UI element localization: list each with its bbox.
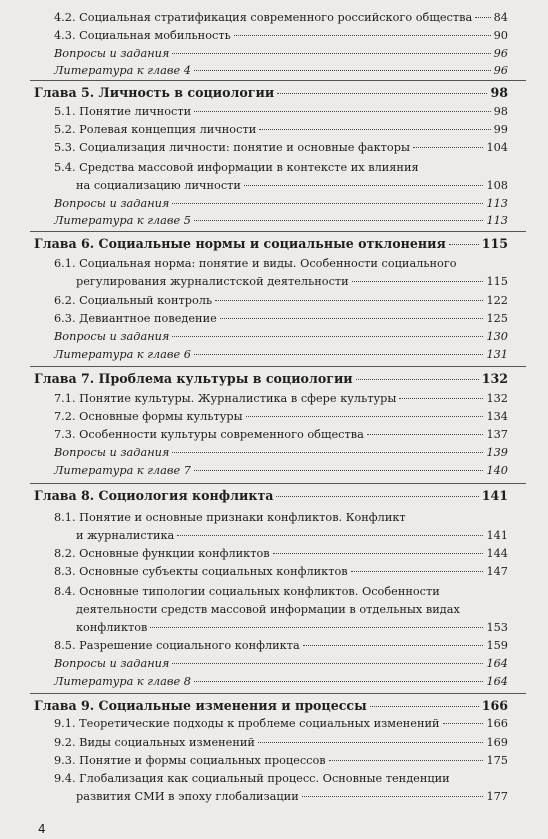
toc-page-number: 137	[486, 428, 508, 441]
dot-leader	[172, 53, 490, 54]
toc-page-number: 175	[486, 754, 508, 767]
toc-page-number: 113	[486, 214, 508, 227]
dot-leader	[302, 796, 484, 797]
toc-entry-title: 7.1. Понятие культуры. Журналистика в сфере культуры	[54, 392, 397, 405]
supplement-entry	[54, 657, 508, 670]
toc-page-number: 132	[481, 371, 508, 386]
toc-page-number: 99	[493, 123, 508, 136]
toc-entry-title: Литература к главе 5	[54, 214, 191, 227]
chapter-entry	[34, 85, 508, 100]
supplement-entry	[54, 464, 508, 477]
dot-leader	[475, 17, 490, 18]
supplement-entry	[54, 330, 508, 343]
supplement-entry	[54, 64, 508, 77]
dot-leader	[194, 470, 484, 471]
toc-entry-title: Вопросы и задания	[54, 446, 170, 459]
toc-page-number: 139	[486, 446, 508, 459]
toc-page-number: 141	[486, 529, 508, 542]
section-entry	[54, 754, 508, 767]
toc-page-number: 115	[486, 275, 508, 288]
section-entry	[54, 123, 508, 136]
section-entry	[54, 428, 508, 441]
section-entry	[76, 275, 508, 288]
dot-leader	[215, 300, 483, 301]
toc-page-number: 144	[486, 547, 508, 560]
toc-entry-title: 4.2. Социальная стратификация современного российского общества	[54, 11, 473, 24]
toc-entry-title: 8.2. Основные функции конфликтов	[54, 547, 270, 560]
toc-entry-title: 4.3. Социальная мобильность	[54, 29, 231, 42]
toc-entry-title: Глава 5. Личность в социологии	[34, 85, 275, 100]
section-entry	[54, 717, 508, 730]
toc-page-number: 113	[486, 197, 508, 210]
supplement-entry	[54, 675, 508, 688]
toc-entry-title: 8.5. Разрешение социального конфликта	[54, 639, 300, 652]
dot-leader	[194, 681, 484, 682]
section-entry	[54, 29, 508, 42]
toc-page-number: 169	[486, 736, 508, 749]
toc-entry-title: 9.1. Теоретические подходы к проблеме социальных изменений	[54, 717, 440, 730]
section-entry	[54, 294, 508, 307]
chapter-divider	[30, 693, 526, 694]
section-entry	[76, 529, 508, 542]
dot-leader	[276, 496, 478, 497]
dot-leader	[329, 760, 484, 761]
toc-page-number: 164	[486, 675, 508, 688]
dot-leader	[449, 244, 479, 245]
toc-entry-title: 5.4. Средства массовой информации в контексте их влияния	[54, 161, 419, 174]
dot-leader	[413, 147, 484, 148]
section-entry	[54, 639, 508, 652]
dot-leader	[399, 398, 483, 399]
chapter-entry	[34, 236, 508, 251]
toc-entry-title: Вопросы и задания	[54, 47, 170, 60]
toc-entry-title: Глава 7. Проблема культуры в социологии	[34, 371, 353, 386]
toc-entry-title: 7.3. Особенности культуры современного общества	[54, 428, 364, 441]
toc-page-number: 98	[490, 85, 508, 100]
toc-entry-title: 6.1. Социальная норма: понятие и виды. Особенности социального	[54, 257, 457, 270]
toc-entry-title: Литература к главе 8	[54, 675, 191, 688]
chapter-entry	[34, 488, 508, 503]
toc-page-number: 153	[486, 621, 508, 634]
toc-entry-title: развития СМИ в эпоху глобализации	[76, 790, 299, 803]
supplement-entry	[54, 197, 508, 210]
dot-leader	[351, 571, 484, 572]
toc-entry-title: и журналистика	[76, 529, 175, 542]
supplement-entry	[54, 214, 508, 227]
toc-entry-title: 9.4. Глобализация как социальный процесс. Основные тенденции	[54, 772, 450, 785]
supplement-entry	[54, 47, 508, 60]
dot-leader	[370, 706, 479, 707]
dot-leader	[303, 645, 484, 646]
chapter-entry	[34, 698, 508, 713]
chapter-entry	[34, 371, 508, 386]
toc-page-number: 164	[486, 657, 508, 670]
dot-leader	[352, 281, 484, 282]
toc-entry-title: 8.3. Основные субъекты социальных конфликтов	[54, 565, 348, 578]
toc-page-number: 131	[486, 348, 508, 361]
dot-leader	[150, 627, 483, 628]
toc-entry-title: 9.2. Виды социальных изменений	[54, 736, 255, 749]
toc-entry-title: конфликтов	[76, 621, 148, 634]
dot-leader	[367, 434, 484, 435]
toc-page-number: 84	[493, 11, 508, 24]
section-entry	[54, 736, 508, 749]
toc-entry-title: Литература к главе 7	[54, 464, 191, 477]
toc-page-number: 122	[486, 294, 508, 307]
toc-entry-title: 8.4. Основные типологии социальных конфликтов. Особенности	[54, 585, 440, 598]
section-entry	[76, 790, 508, 803]
toc-entry-title: Вопросы и задания	[54, 330, 170, 343]
section-entry	[54, 141, 508, 154]
toc-entry-title: 7.2. Основные формы культуры	[54, 410, 243, 423]
toc-entry-title: 6.2. Социальный контроль	[54, 294, 213, 307]
toc-entry-title: 6.3. Девиантное поведение	[54, 312, 217, 325]
section-entry	[54, 565, 508, 578]
toc-page-number: 141	[481, 488, 508, 503]
toc-page-number: 177	[486, 790, 508, 803]
dot-leader	[172, 336, 483, 337]
section-entry	[54, 392, 508, 405]
supplement-entry	[54, 348, 508, 361]
toc-page-number: 115	[481, 236, 508, 251]
toc-page-number: 140	[486, 464, 508, 477]
dot-leader	[194, 354, 484, 355]
toc-entry-title: Литература к главе 6	[54, 348, 191, 361]
section-entry	[54, 105, 508, 118]
dot-leader	[194, 111, 491, 112]
toc-entry-title: 9.3. Понятие и формы социальных процессов	[54, 754, 326, 767]
toc-page-number: 104	[486, 141, 508, 154]
dot-leader	[220, 318, 484, 319]
toc-page-number: 108	[486, 179, 508, 192]
dot-leader	[194, 220, 484, 221]
toc-page-number: 90	[493, 29, 508, 42]
section-entry	[54, 11, 508, 24]
dot-leader	[234, 35, 491, 36]
section-entry	[54, 547, 508, 560]
toc-page-number: 132	[486, 392, 508, 405]
toc-entry-title: Глава 9. Социальные изменения и процессы	[34, 698, 367, 713]
toc-entry-title: Литература к главе 4	[54, 64, 191, 77]
toc-entry-title: 5.3. Социализация личности: понятие и основные факторы	[54, 141, 410, 154]
toc-entry-title: Глава 8. Социология конфликта	[34, 488, 274, 503]
dot-leader	[273, 553, 484, 554]
toc-entry-title: 5.2. Ролевая концепция личности	[54, 123, 257, 136]
toc-entry-title: Вопросы и задания	[54, 197, 170, 210]
toc-page-number: 134	[486, 410, 508, 423]
dot-leader	[259, 129, 490, 130]
toc-page-number: 98	[493, 105, 508, 118]
section-entry	[76, 179, 508, 192]
toc-page-number: 166	[481, 698, 508, 713]
section-entry	[54, 312, 508, 325]
dot-leader	[244, 185, 483, 186]
page-number: 4	[38, 822, 46, 836]
toc-entry-title: регулирования журналистской деятельности	[76, 275, 349, 288]
dot-leader	[194, 70, 491, 71]
toc-entry-title: 8.1. Понятие и основные признаки конфликтов. Конфликт	[54, 511, 406, 524]
section-entry	[54, 410, 508, 423]
chapter-divider	[30, 231, 526, 232]
dot-leader	[172, 203, 483, 204]
toc-page-number: 159	[486, 639, 508, 652]
dot-leader	[246, 416, 484, 417]
toc-page-number: 125	[486, 312, 508, 325]
chapter-divider	[30, 366, 526, 367]
section-entry	[76, 621, 508, 634]
dot-leader	[443, 723, 484, 724]
toc-page-number: 166	[486, 717, 508, 730]
dot-leader	[356, 379, 479, 380]
chapter-divider	[30, 483, 526, 484]
toc-entry-title: Вопросы и задания	[54, 657, 170, 670]
toc-entry-title: Глава 6. Социальные нормы и социальные отклонения	[34, 236, 446, 251]
dot-leader	[172, 663, 483, 664]
toc-page-number: 96	[493, 64, 508, 77]
supplement-entry	[54, 446, 508, 459]
toc-page-number: 147	[486, 565, 508, 578]
chapter-divider	[30, 80, 526, 81]
toc-page-number: 96	[493, 47, 508, 60]
dot-leader	[258, 742, 483, 743]
toc-page-number: 130	[486, 330, 508, 343]
dot-leader	[177, 535, 483, 536]
toc-entry-title-continued: деятельности средств массовой информации в отдельных видах	[76, 603, 460, 616]
dot-leader	[172, 452, 483, 453]
toc-entry-title: 5.1. Понятие личности	[54, 105, 192, 118]
toc-entry-title: на социализацию личности	[76, 179, 241, 192]
dot-leader	[277, 93, 487, 94]
